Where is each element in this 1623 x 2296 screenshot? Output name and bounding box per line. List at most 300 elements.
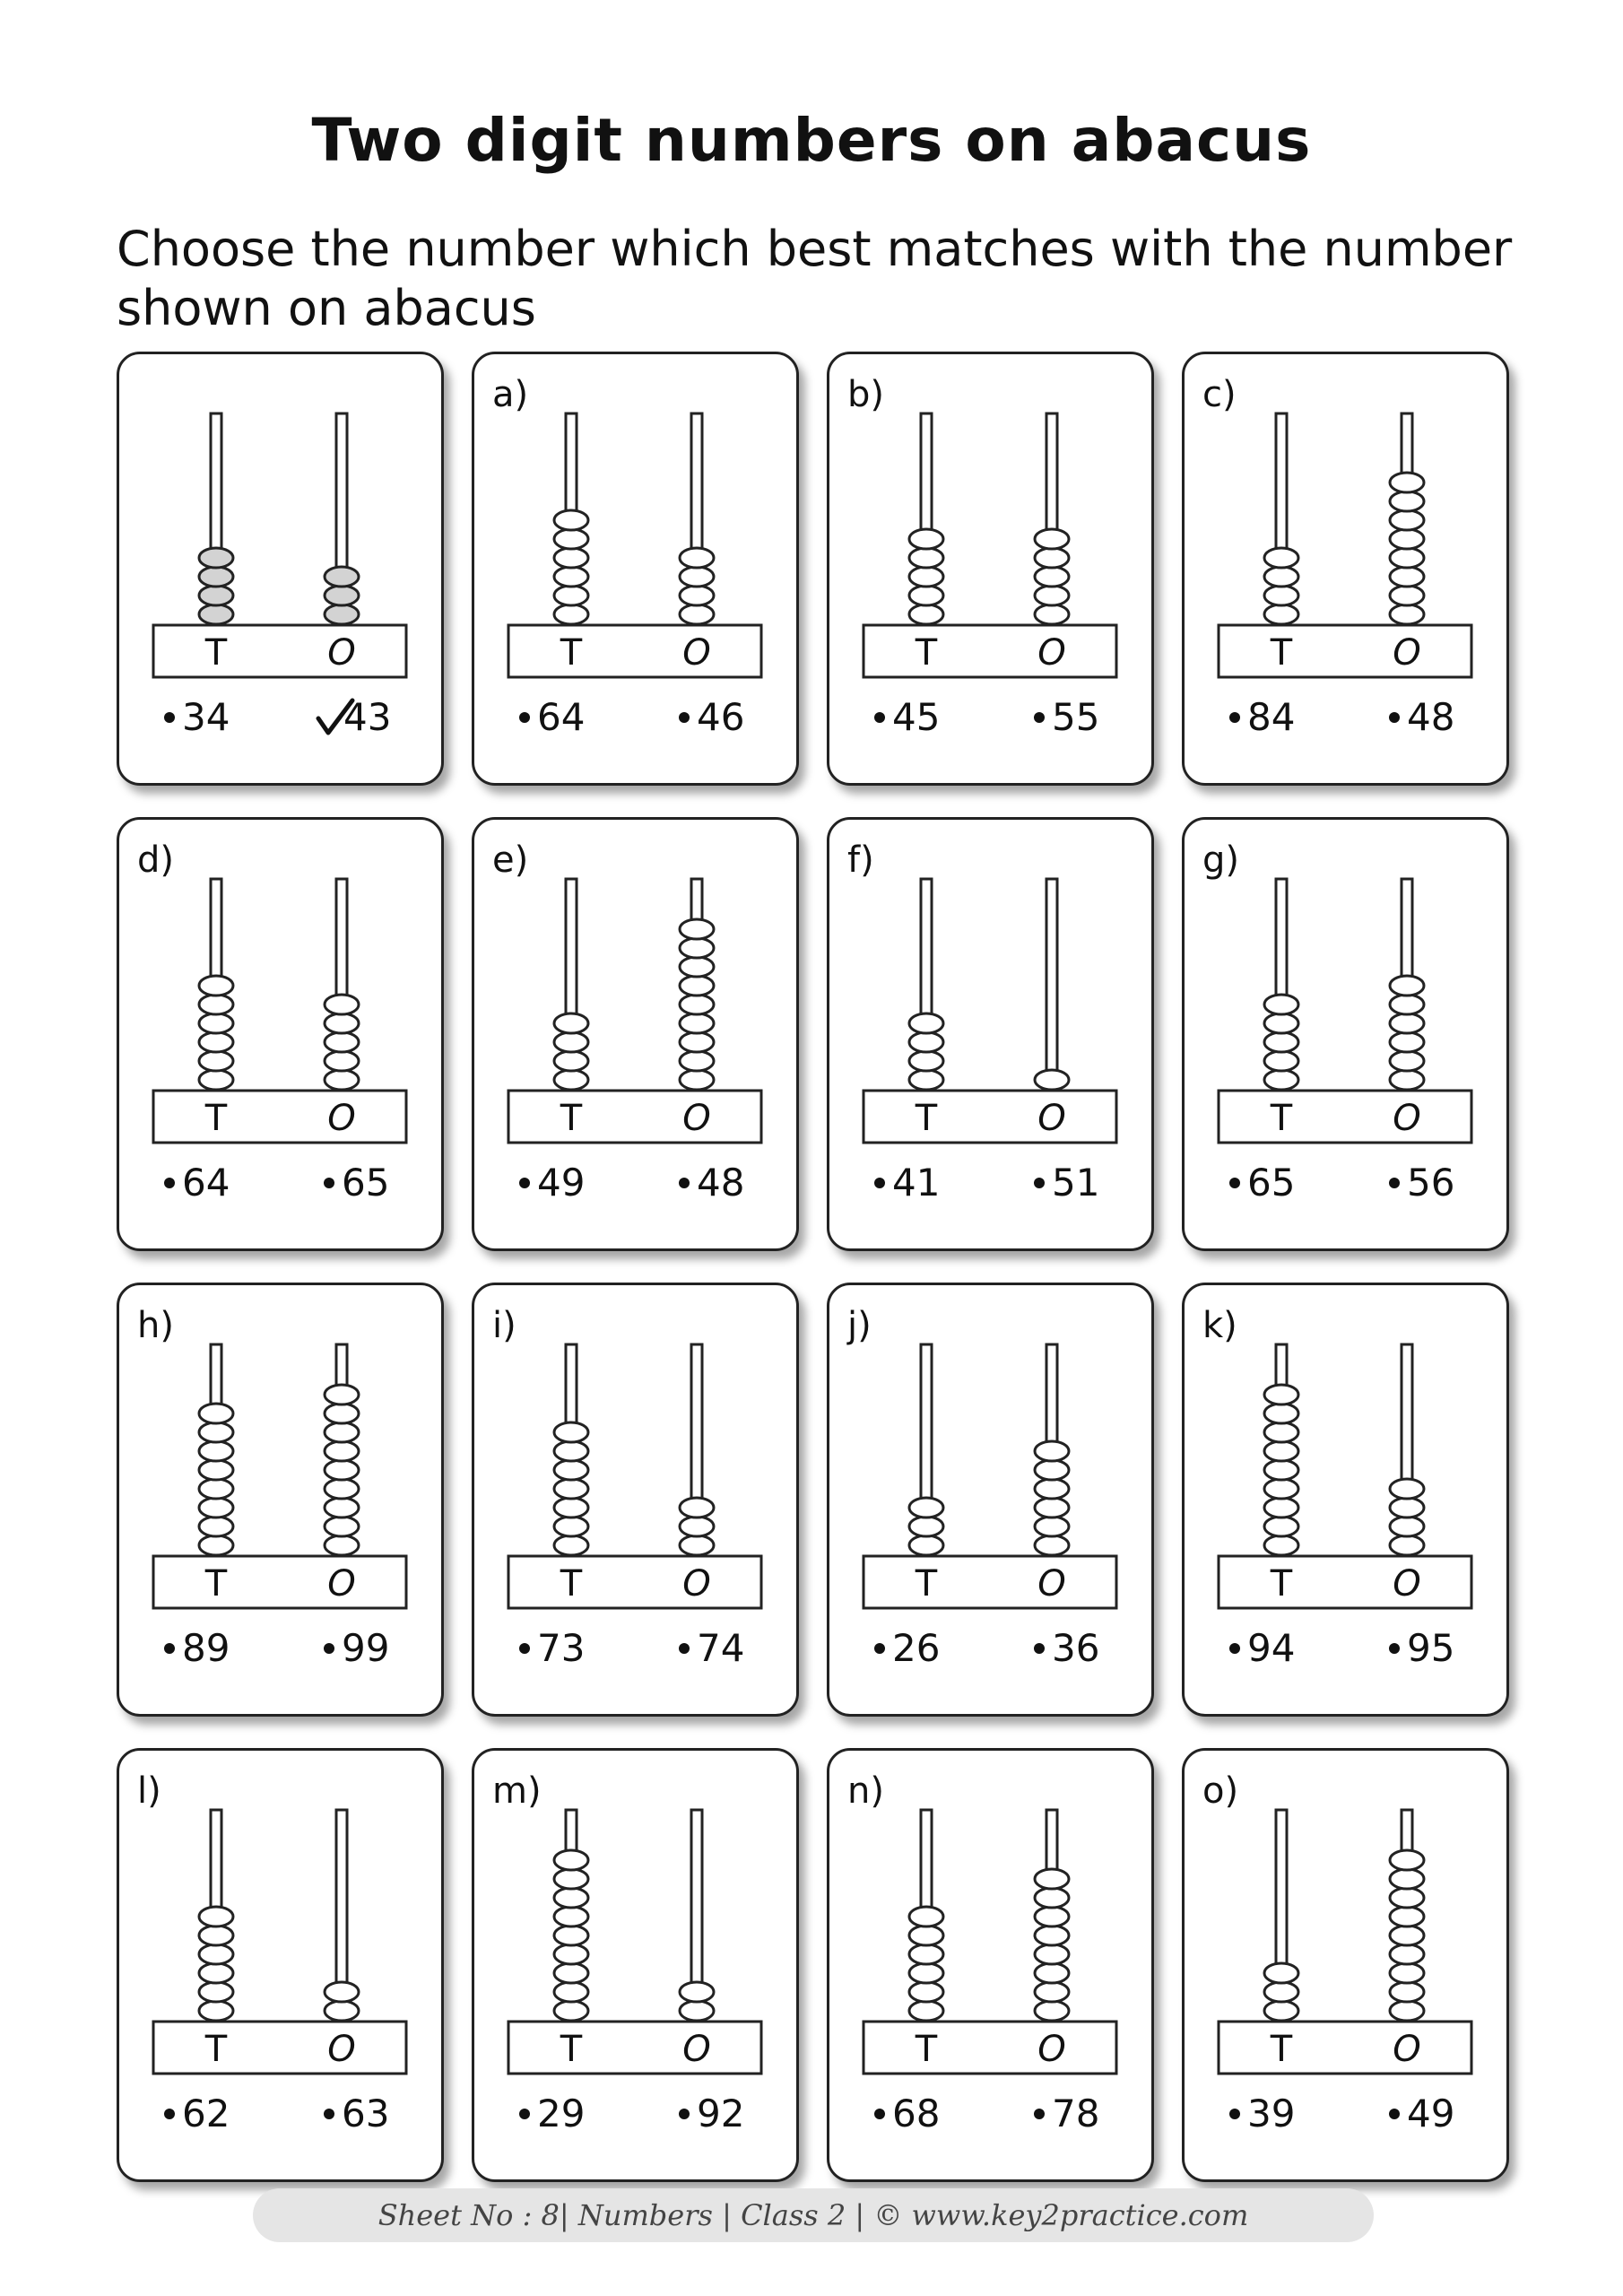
tens-bead <box>1264 1422 1298 1442</box>
answer-option[interactable] <box>519 695 585 739</box>
ones-bead <box>1390 1498 1424 1518</box>
tens-label: T <box>204 2029 228 2070</box>
tens-bead <box>909 604 943 624</box>
bullet-icon <box>164 1178 175 1188</box>
bullet-icon <box>874 2109 885 2119</box>
ones-bead <box>1390 1888 1424 1908</box>
answer-option[interactable] <box>164 695 230 739</box>
answer-option[interactable] <box>679 1161 744 1205</box>
abacus-drawing <box>474 820 802 1161</box>
abacus-base <box>864 2022 1116 2074</box>
tens-bead <box>1264 1013 1298 1033</box>
tens-label: T <box>1270 1098 1293 1139</box>
option-value: 94 <box>1247 1626 1296 1670</box>
option-value: 26 <box>892 1626 941 1670</box>
ones-bead <box>680 604 714 624</box>
tens-bead <box>1264 1535 1298 1555</box>
tens-bead <box>909 1535 943 1555</box>
option-value: 73 <box>537 1626 586 1670</box>
card-label: m) <box>492 1770 542 1812</box>
tens-label: T <box>560 1563 583 1605</box>
tens-bead <box>554 510 588 530</box>
ones-bead <box>325 2001 359 2021</box>
abacus-drawing <box>1185 820 1512 1161</box>
option-value: 56 <box>1407 1161 1455 1205</box>
answer-option[interactable] <box>1229 2092 1295 2135</box>
instruction-text: Choose the number which best matches with the number shown on abacus <box>117 221 1513 336</box>
ones-label: O <box>682 2029 711 2070</box>
abacus-base <box>864 1091 1116 1143</box>
tens-bead <box>554 1963 588 1983</box>
ones-bead <box>680 976 714 996</box>
tens-bead <box>554 1479 588 1499</box>
bullet-icon <box>874 1178 885 1188</box>
ones-bead <box>1390 548 1424 568</box>
tens-bead <box>199 1498 233 1518</box>
abacus-card <box>117 352 444 786</box>
card-label: b) <box>847 374 884 415</box>
ones-bead <box>325 1479 359 1499</box>
ones-label: O <box>327 1563 356 1605</box>
answer-option[interactable] <box>679 2092 744 2135</box>
tens-bead <box>909 2001 943 2021</box>
ones-bead <box>680 1070 714 1090</box>
abacus-card <box>827 817 1154 1251</box>
card-label: h) <box>137 1305 174 1346</box>
ones-bead <box>680 957 714 977</box>
tens-bead <box>199 604 233 624</box>
bullet-icon <box>1229 2109 1240 2119</box>
card-label: j) <box>847 1305 872 1346</box>
tens-bead <box>554 1441 588 1461</box>
answer-option[interactable] <box>1389 695 1454 739</box>
ones-bead <box>1035 548 1069 568</box>
option-value: 36 <box>1052 1626 1100 1670</box>
tens-bead <box>199 1404 233 1423</box>
tens-bead <box>554 1535 588 1555</box>
tens-label: T <box>1270 2029 1293 2070</box>
abacus-base <box>1219 625 1471 677</box>
ones-bead <box>1035 1907 1069 1926</box>
abacus-base <box>864 625 1116 677</box>
tens-label: T <box>560 632 583 674</box>
option-value: 64 <box>537 695 586 739</box>
tens-label: T <box>204 1563 228 1605</box>
abacus-grid <box>117 352 1509 2182</box>
answer-option[interactable] <box>1034 695 1099 739</box>
tens-bead <box>199 995 233 1014</box>
tens-bead <box>909 529 943 549</box>
ones-bead <box>1035 586 1069 605</box>
option-value: 46 <box>697 695 745 739</box>
tens-bead <box>1264 1032 1298 1052</box>
ones-bead <box>325 1385 359 1405</box>
tens-bead <box>199 567 233 587</box>
ones-bead <box>680 1517 714 1536</box>
ones-bead <box>1390 491 1424 511</box>
abacus-base <box>1219 1556 1471 1608</box>
bullet-icon <box>519 712 530 723</box>
tens-label: T <box>560 2029 583 2070</box>
answer-option[interactable] <box>874 1626 940 1670</box>
tens-bead <box>554 1051 588 1071</box>
ones-bead <box>1035 604 1069 624</box>
tens-bead <box>554 1869 588 1889</box>
ones-bead <box>680 1032 714 1052</box>
bullet-icon <box>1389 712 1400 723</box>
ones-bead <box>680 1535 714 1555</box>
ones-bead <box>680 586 714 605</box>
tens-bead <box>199 1070 233 1090</box>
ones-bead <box>1390 604 1424 624</box>
abacus-base <box>1219 2022 1471 2074</box>
ones-bead <box>325 1498 359 1518</box>
bullet-icon <box>164 2109 175 2119</box>
abacus-drawing <box>1185 1751 1512 2092</box>
tens-bead <box>1264 548 1298 568</box>
ones-bead <box>680 567 714 587</box>
bullet-icon <box>164 712 175 723</box>
abacus-base <box>508 2022 761 2074</box>
ones-bead <box>1390 473 1424 492</box>
ones-bead <box>1035 1963 1069 1983</box>
ones-bead <box>1035 1441 1069 1461</box>
ones-bead <box>680 548 714 568</box>
bullet-icon <box>1389 2109 1400 2119</box>
ones-bead <box>1035 2001 1069 2021</box>
tens-label: T <box>915 1098 938 1139</box>
ones-bead <box>680 919 714 939</box>
bullet-icon <box>1229 712 1240 723</box>
ones-bead <box>325 586 359 605</box>
tens-bead <box>199 548 233 568</box>
option-value: 95 <box>1407 1626 1455 1670</box>
answer-option[interactable] <box>1389 1626 1454 1670</box>
answer-option[interactable] <box>1034 2092 1099 2135</box>
answer-option[interactable] <box>164 1161 230 1205</box>
abacus-card <box>117 1748 444 2182</box>
tens-bead <box>199 1051 233 1071</box>
tens-bead <box>554 1888 588 1908</box>
ones-bead <box>1390 529 1424 549</box>
abacus-drawing <box>119 354 447 695</box>
abacus-base <box>153 1556 406 1608</box>
ones-bead <box>1035 1517 1069 1536</box>
answer-option[interactable] <box>874 695 940 739</box>
ones-bead <box>325 1070 359 1090</box>
ones-bead <box>1390 1032 1424 1052</box>
tens-bead <box>199 1460 233 1480</box>
tens-bead <box>1264 1404 1298 1423</box>
tens-bead <box>554 604 588 624</box>
tens-bead <box>199 1032 233 1052</box>
card-label: l) <box>137 1770 161 1812</box>
tens-bead <box>1264 586 1298 605</box>
card-label: n) <box>847 1770 884 1812</box>
abacus-base <box>508 1091 761 1143</box>
tens-bead <box>909 1963 943 1983</box>
abacus-base <box>508 1556 761 1608</box>
tens-bead <box>1264 2001 1298 2021</box>
tens-bead <box>199 1963 233 1983</box>
abacus-drawing <box>829 1285 1157 1626</box>
tens-bead <box>199 1982 233 2002</box>
answer-option[interactable] <box>679 695 744 739</box>
answer-option[interactable] <box>1389 1161 1454 1205</box>
ones-bead <box>1035 1535 1069 1555</box>
answer-option[interactable] <box>874 2092 940 2135</box>
tens-bead <box>199 1907 233 1926</box>
answer-option[interactable] <box>1034 1626 1099 1670</box>
ones-bead <box>1035 529 1069 549</box>
abacus-card <box>1182 817 1509 1251</box>
abacus-drawing <box>829 820 1157 1161</box>
ones-label: O <box>1393 2029 1421 2070</box>
answer-option[interactable] <box>874 1161 940 1205</box>
tens-bead <box>909 1032 943 1052</box>
option-value: 65 <box>342 1161 390 1205</box>
ones-label: O <box>327 632 356 674</box>
tens-bead <box>909 1982 943 2002</box>
abacus-drawing <box>119 1285 447 1626</box>
abacus-drawing <box>119 1751 447 2092</box>
tens-label: T <box>915 632 938 674</box>
tens-bead <box>1264 1517 1298 1536</box>
bullet-icon <box>679 2109 690 2119</box>
tens-bead <box>199 1479 233 1499</box>
tens-bead <box>554 586 588 605</box>
ones-label: O <box>327 1098 356 1139</box>
card-label: g) <box>1202 839 1239 881</box>
ones-bead <box>1390 2001 1424 2021</box>
bullet-icon <box>164 1643 175 1654</box>
checkmark-icon <box>315 697 356 738</box>
tens-bead <box>199 1441 233 1461</box>
bullet-icon <box>679 1643 690 1654</box>
ones-bead <box>1390 1926 1424 1945</box>
ones-bead <box>325 1460 359 1480</box>
ones-bead <box>325 1422 359 1442</box>
answer-option[interactable] <box>519 2092 585 2135</box>
tens-bead <box>199 1535 233 1555</box>
answer-option[interactable] <box>1034 1161 1099 1205</box>
tens-bead <box>554 1850 588 1870</box>
ones-bead <box>1390 510 1424 530</box>
tens-label: T <box>915 2029 938 2070</box>
ones-bead <box>1390 1963 1424 1983</box>
option-value: 41 <box>892 1161 941 1205</box>
option-value: 84 <box>1247 695 1296 739</box>
tens-bead <box>199 1422 233 1442</box>
option-value: 65 <box>1247 1161 1296 1205</box>
abacus-drawing <box>474 354 802 695</box>
ones-bead <box>325 1404 359 1423</box>
bullet-icon <box>1034 1178 1045 1188</box>
card-label: e) <box>492 839 529 881</box>
ones-bead <box>1390 1982 1424 2002</box>
tens-bead <box>909 567 943 587</box>
option-value: 92 <box>697 2092 745 2135</box>
tens-bead <box>199 976 233 996</box>
ones-bead <box>680 1013 714 1033</box>
bullet-icon <box>1034 712 1045 723</box>
abacus-card <box>472 352 799 786</box>
bullet-icon <box>1229 1643 1240 1654</box>
tens-bead <box>554 567 588 587</box>
option-value: 49 <box>537 1161 586 1205</box>
ones-bead <box>325 1032 359 1052</box>
ones-bead <box>1035 1944 1069 1964</box>
tens-bead <box>554 1460 588 1480</box>
ones-bead <box>1390 567 1424 587</box>
tens-bead <box>1264 1963 1298 1983</box>
ones-bead <box>325 1051 359 1071</box>
ones-bead <box>680 938 714 958</box>
bullet-icon <box>1389 1178 1400 1188</box>
option-value: 78 <box>1052 2092 1100 2135</box>
ones-bead <box>1390 1869 1424 1889</box>
option-value: 49 <box>1407 2092 1455 2135</box>
tens-bead <box>199 1944 233 1964</box>
ones-label: O <box>1393 1098 1421 1139</box>
tens-bead <box>1264 567 1298 587</box>
abacus-drawing <box>1185 1285 1512 1626</box>
tens-bead <box>554 1422 588 1442</box>
abacus-drawing <box>829 1751 1157 2092</box>
answer-option[interactable] <box>1229 1161 1295 1205</box>
tens-bead <box>554 1926 588 1945</box>
ones-bead <box>1035 1888 1069 1908</box>
tens-bead <box>1264 1982 1298 2002</box>
answer-option[interactable] <box>324 1626 389 1670</box>
tens-bead <box>909 1517 943 1536</box>
abacus-base <box>153 2022 406 2074</box>
tens-bead <box>1264 1498 1298 1518</box>
abacus-base <box>508 625 761 677</box>
tens-label: T <box>915 1563 938 1605</box>
ones-bead <box>325 1535 359 1555</box>
card-label: f) <box>847 839 874 881</box>
ones-bead <box>1035 1498 1069 1518</box>
ones-bead <box>1390 976 1424 996</box>
answer-option[interactable] <box>1229 1626 1295 1670</box>
answer-option[interactable] <box>164 2092 230 2135</box>
tens-label: T <box>1270 632 1293 674</box>
abacus-drawing <box>474 1751 802 2092</box>
ones-bead <box>1390 586 1424 605</box>
abacus-drawing <box>119 820 447 1161</box>
tens-bead <box>554 529 588 549</box>
abacus-card <box>117 1283 444 1717</box>
bullet-icon <box>1229 1178 1240 1188</box>
bullet-icon <box>519 2109 530 2119</box>
option-value: 64 <box>182 1161 230 1205</box>
option-value: 62 <box>182 2092 230 2135</box>
abacus-drawing <box>474 1285 802 1626</box>
ones-bead <box>1390 1535 1424 1555</box>
tens-bead <box>909 548 943 568</box>
abacus-card <box>827 1283 1154 1717</box>
abacus-drawing <box>829 354 1157 695</box>
answer-option[interactable] <box>324 1161 389 1205</box>
tens-bead <box>909 1926 943 1945</box>
abacus-card <box>827 352 1154 786</box>
tens-bead <box>554 548 588 568</box>
tens-bead <box>554 1032 588 1052</box>
tens-bead <box>909 1013 943 1033</box>
bullet-icon <box>679 1178 690 1188</box>
tens-bead <box>554 2001 588 2021</box>
ones-bead <box>1035 1926 1069 1945</box>
abacus-card <box>117 817 444 1251</box>
ones-label: O <box>1037 1098 1066 1139</box>
tens-bead <box>909 1051 943 1071</box>
ones-bead <box>325 1441 359 1461</box>
ones-bead <box>680 1498 714 1518</box>
tens-bead <box>1264 1441 1298 1461</box>
tens-label: T <box>560 1098 583 1139</box>
option-value: 68 <box>892 2092 941 2135</box>
ones-bead <box>325 604 359 624</box>
bullet-icon <box>874 1643 885 1654</box>
tens-bead <box>909 1498 943 1518</box>
tens-bead <box>199 2001 233 2021</box>
option-value: 43 <box>343 695 392 739</box>
ones-bead <box>680 2001 714 2021</box>
abacus-card <box>827 1748 1154 2182</box>
ones-bead <box>680 995 714 1014</box>
tens-bead <box>554 1982 588 2002</box>
option-value: 45 <box>892 695 941 739</box>
ones-label: O <box>682 1563 711 1605</box>
answer-option[interactable] <box>324 2092 389 2135</box>
ones-bead <box>1035 567 1069 587</box>
bullet-icon <box>519 1178 530 1188</box>
tens-bead <box>199 1517 233 1536</box>
ones-bead <box>1390 1517 1424 1536</box>
abacus-card <box>472 1283 799 1717</box>
tens-bead <box>199 586 233 605</box>
tens-bead <box>554 1070 588 1090</box>
bullet-icon <box>874 712 885 723</box>
answer-option[interactable] <box>679 1626 744 1670</box>
answer-option[interactable] <box>1229 695 1295 739</box>
answer-option[interactable] <box>519 1626 585 1670</box>
option-value: 89 <box>182 1626 230 1670</box>
ones-bead <box>1035 1869 1069 1889</box>
abacus-card <box>1182 1748 1509 2182</box>
tens-bead <box>1264 995 1298 1014</box>
ones-bead <box>1035 1070 1069 1090</box>
answer-option[interactable] <box>164 1626 230 1670</box>
tens-bead <box>1264 604 1298 624</box>
abacus-base <box>864 1556 1116 1608</box>
ones-bead <box>1390 995 1424 1014</box>
tens-bead <box>554 1013 588 1033</box>
bullet-icon <box>1389 1643 1400 1654</box>
ones-bead <box>1390 1051 1424 1071</box>
abacus-card <box>472 1748 799 2182</box>
card-label: a) <box>492 374 529 415</box>
abacus-base <box>153 625 406 677</box>
answer-option[interactable] <box>519 1161 585 1205</box>
ones-bead <box>1390 1907 1424 1926</box>
abacus-drawing <box>1185 354 1512 695</box>
tens-bead <box>1264 1385 1298 1405</box>
bullet-icon <box>1034 2109 1045 2119</box>
ones-label: O <box>1393 632 1421 674</box>
answer-option[interactable] <box>1389 2092 1454 2135</box>
